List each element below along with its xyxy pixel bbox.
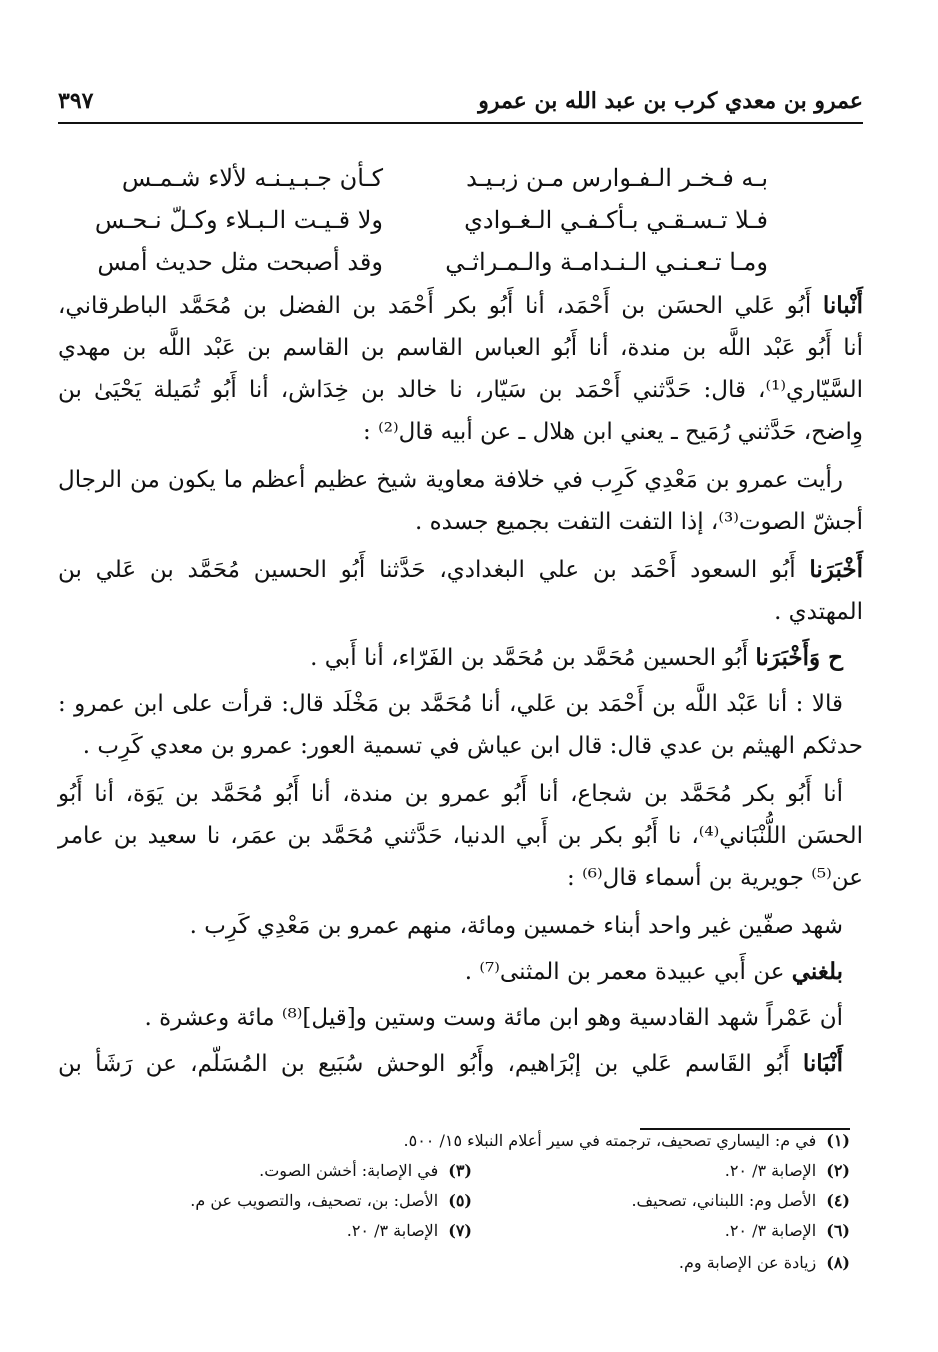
line-text: أجشّ الصوت⁽³⁾، إذا التفت التفت بجميع جسده . bbox=[415, 509, 863, 535]
line-text: قالا : أنا عَبْد اللَّه بن أَحْمَد بن عَلي، أنا مُحَمَّد بن مَخْلَد قال: قرأت على ابن عمرو : bbox=[58, 691, 843, 717]
line-text: أنا أَبُو عَبْد اللَّه بن مندة، أنا أَبُو العباس القاسم بن القاسم بن عَبْد اللَّه بن مهدي bbox=[58, 335, 863, 361]
text-line bbox=[58, 682, 843, 726]
text-line bbox=[58, 996, 843, 1040]
text-line bbox=[58, 636, 843, 680]
line-text: وِاضح، حَدَّثني رُمَيح ـ يعني ابن هلال ـ عن أبيه قال⁽²⁾ : bbox=[363, 419, 863, 445]
text-line bbox=[58, 284, 863, 328]
text-line bbox=[58, 772, 843, 816]
narration-keyword: بلغني bbox=[791, 958, 843, 985]
verse-second-hemistich: كـأن جـبـيـنـه لألاء شـمـس bbox=[121, 164, 383, 192]
text-line bbox=[58, 1042, 843, 1086]
page-header bbox=[58, 86, 863, 124]
line-text: السَّيّاري⁽¹⁾، قال: حَدَّثني أَحْمَد بن سَيّار، نا خالد بن خِدَاش، أنا أَبُو تُمَيلة يَحْيَىٰ بن bbox=[58, 377, 863, 403]
line-text: أَبُو القَاسم عَلي بن إبْرَاهيم، وأَبُو الوحش سُبَيع بن المُسَلّم، عن رَشَأ بن bbox=[58, 1051, 803, 1077]
verse-second-hemistich: ولا قـيـت الـبـلاء وكـلّ نـحـس bbox=[94, 206, 383, 234]
footnote-text: زيادة عن الإصابة وم. bbox=[678, 1253, 817, 1272]
text-line bbox=[58, 410, 863, 454]
poem-verse bbox=[63, 202, 863, 246]
line-text: أَبُو عَلي الحسَن بن أَحْمَد، أنا أَبُو بكر أَحْمَد بن الفضل بن مُحَمَّد الباطرقاني، bbox=[58, 293, 823, 319]
footnote-text: الإصابة ٣/ ٢٠. bbox=[724, 1221, 817, 1240]
line-text: أنا أَبُو بكر مُحَمَّد بن شجاع، أنا أَبُو عمرو بن مندة، أنا أَبُو مُحَمَّد بن يَوَة، أنا أَبُو bbox=[58, 781, 843, 807]
text-line bbox=[58, 458, 843, 502]
line-text: عن أَبي عبيدة معمر بن المثنى⁽⁷⁾ . bbox=[464, 959, 792, 985]
footnote-number: (٣) bbox=[448, 1161, 472, 1180]
running-title: عمرو بن معدي كرب بن عبد الله بن عمرو bbox=[478, 88, 863, 114]
narration-keyword: أَنْبَانا bbox=[802, 1050, 843, 1077]
narration-keyword: أَنْبانا bbox=[822, 292, 863, 319]
text-line bbox=[58, 904, 843, 948]
footnote-text: في الإصابة: أخشن الصوت. bbox=[259, 1161, 439, 1180]
footnote-number: (١) bbox=[826, 1131, 850, 1150]
page-number: ٣٩٧ bbox=[58, 88, 94, 114]
line-text: أَبُو السعود أَحْمَد بن علي البغدادي، حَدَّثنا أَبُو الحسين مُحَمَّد بن عَلي بن bbox=[58, 557, 810, 583]
footnote-number: (٧) bbox=[448, 1221, 472, 1240]
verse-first-hemistich: ومـا تـعـنـي الـنـدامـة والـمـراثـي bbox=[445, 248, 768, 276]
footnote-text: في م: اليساري تصحيف، ترجمته في سير أعلام النبلاء ١٥/ ٥٠٠. bbox=[403, 1131, 817, 1150]
line-text: أَبُو الحسين مُحَمَّد بن مُحَمَّد بن الفَرّاء، أنا أَبي . bbox=[310, 645, 756, 671]
text-line bbox=[58, 814, 863, 858]
footnote-text: الإصابة ٣/ ٢٠. bbox=[724, 1161, 817, 1180]
verse-first-hemistich: بـه فـخـر الـفـوارس مـن زبـيـد bbox=[466, 164, 768, 192]
text-line bbox=[58, 500, 863, 544]
footnote-number: (٨) bbox=[826, 1253, 850, 1272]
text-line bbox=[58, 724, 863, 768]
footnote-number: (٥) bbox=[448, 1191, 472, 1210]
footnote bbox=[725, 1160, 850, 1182]
text-line bbox=[58, 856, 863, 900]
line-text: حدثكم الهيثم بن عدي قال: قال ابن عياش في تسمية العور: عمرو بن معدي كَرِب . bbox=[82, 733, 863, 759]
line-text: عن⁽⁵⁾ جويرية بن أسماء قال⁽⁶⁾ : bbox=[567, 865, 863, 891]
footnote bbox=[725, 1220, 850, 1242]
verse-second-hemistich: وقد أصبحت مثل حديث أمس bbox=[97, 248, 383, 276]
text-line bbox=[58, 368, 863, 412]
text-line bbox=[58, 326, 863, 370]
footnote-number: (٤) bbox=[826, 1191, 850, 1210]
footnote bbox=[404, 1130, 850, 1152]
narration-keyword: ح وَأَخْبَرَنا bbox=[755, 644, 843, 671]
footnote-text: الأصل: بن، تصحيف، والتصويب عن م. bbox=[190, 1191, 439, 1210]
text-line bbox=[58, 950, 843, 994]
footnote bbox=[631, 1190, 850, 1212]
line-text: الحسَن اللُّنْبَاني⁽⁴⁾، نا أَبُو بكر بن أَبي الدنيا، حَدَّثني مُحَمَّد بن عمَر، نا سعيد بن عامر bbox=[58, 823, 863, 849]
line-text: المهتدي . bbox=[774, 599, 863, 625]
narration-keyword: أَخْبَرَنا bbox=[809, 556, 863, 583]
footnote-text: الأصل وم: اللبناني، تصحيف. bbox=[631, 1191, 817, 1210]
verse-first-hemistich: فـلا تـسـقـي بـأكـفـي الـغـوادي bbox=[464, 206, 768, 234]
footnote bbox=[679, 1252, 850, 1274]
text-line bbox=[58, 590, 863, 634]
line-text: شهد صفّين غير واحد أبناء خمسين ومائة، منهم عمرو بن مَعْدِي كَرِب . bbox=[189, 913, 843, 939]
footnote-number: (٢) bbox=[826, 1161, 850, 1180]
poem-verse bbox=[63, 160, 863, 204]
line-text: رأيت عمرو بن مَعْدِي كَرِب في خلافة معاوية شيخ عظيم أعظم ما يكون من الرجال bbox=[58, 467, 843, 493]
text-line bbox=[58, 548, 863, 592]
footnote bbox=[259, 1160, 472, 1182]
poem-verse bbox=[63, 244, 863, 288]
footnote bbox=[347, 1220, 472, 1242]
line-text: أن عَمْراً شهد القادسية وهو ابن مائة وست وستين و[قيل]⁽⁸⁾ مائة وعشرة . bbox=[144, 1005, 843, 1031]
footnote-number: (٦) bbox=[826, 1221, 850, 1240]
footnote bbox=[190, 1190, 472, 1212]
footnote-text: الإصابة ٣/ ٢٠. bbox=[346, 1221, 439, 1240]
